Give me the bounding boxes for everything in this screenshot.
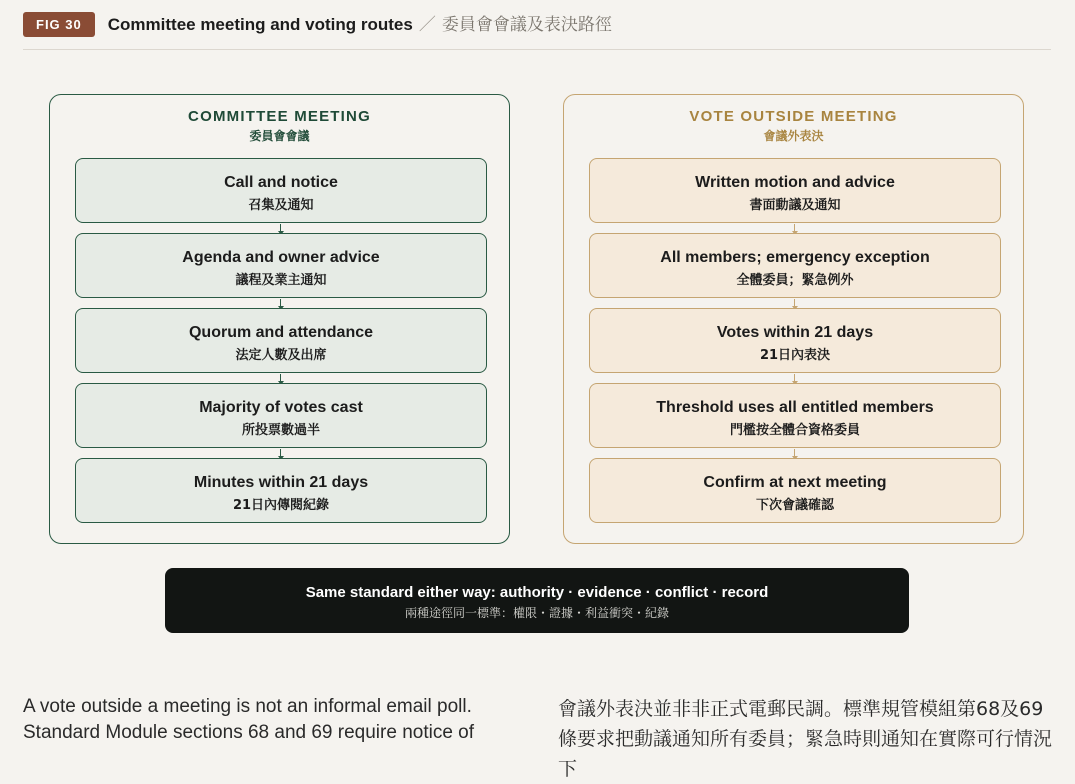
outside-step-1 bbox=[589, 158, 1001, 223]
outside-step-4 bbox=[589, 383, 1001, 448]
step-label-zh: 法定人數及出席 bbox=[235, 348, 327, 363]
step-label-zh: 召集及通知 bbox=[248, 198, 314, 213]
step-label-zh: 議程及業主通知 bbox=[235, 273, 327, 288]
step-label-zh: 全體委員；緊急例外 bbox=[736, 273, 854, 288]
step-label-zh: 書面動議及通知 bbox=[749, 198, 841, 213]
committee-step-5 bbox=[75, 458, 487, 523]
panel-title: VOTE OUTSIDE MEETING bbox=[689, 108, 898, 125]
step-label-en: All members; emergency exception bbox=[660, 249, 930, 266]
step-label-zh: 所投票數過半 bbox=[241, 423, 320, 438]
committee-step-3 bbox=[75, 308, 487, 373]
step-label-en: Minutes within 21 days bbox=[193, 474, 369, 491]
step-label-en: Agenda and owner advice bbox=[182, 249, 380, 266]
step-label-en: Written motion and advice bbox=[695, 174, 895, 191]
body-paragraph-en: A vote outside a meeting is not an informal email poll. Standard Module sections 68 and 69 require notice of bbox=[23, 696, 475, 743]
title-separator: ／ bbox=[418, 15, 436, 34]
figure-title-zh: 委員會會議及表決路徑 bbox=[441, 15, 612, 35]
standard-text-zh: 兩種途徑同一標準：權限・證據・利益衝突・紀錄 bbox=[404, 606, 669, 620]
figure-number-badge: FIG 30 bbox=[23, 12, 95, 37]
step-label-zh: 門檻按全體合資格委員 bbox=[729, 423, 860, 438]
step-label-zh: 21日內表決 bbox=[759, 348, 831, 363]
committee-step-4 bbox=[75, 383, 487, 448]
step-label-en: Votes within 21 days bbox=[716, 324, 874, 341]
step-label-en: Majority of votes cast bbox=[199, 399, 363, 416]
outside-step-2 bbox=[589, 233, 1001, 298]
body-paragraph-zh: 會議外表決並非非正式電郵民調。標準規管模組第68及69條要求把動議通知所有委員；緊急時則通知在實際可行情況下 bbox=[558, 698, 1053, 780]
step-label-en: Confirm at next meeting bbox=[703, 474, 887, 491]
step-label-zh: 下次會議確認 bbox=[755, 498, 834, 513]
step-label-en: Quorum and attendance bbox=[188, 324, 374, 341]
committee-meeting-panel bbox=[49, 94, 510, 544]
figure-title-en: Committee meeting and voting routes bbox=[107, 15, 413, 34]
step-label-en: Threshold uses all entitled members bbox=[656, 399, 934, 416]
committee-step-2 bbox=[75, 233, 487, 298]
panel-subtitle: 委員會會議 bbox=[249, 129, 310, 143]
outside-step-3 bbox=[589, 308, 1001, 373]
step-label-en: Call and notice bbox=[224, 174, 338, 191]
standard-text-en: Same standard either way: authority · evidence · conflict · record bbox=[305, 584, 769, 601]
panel-subtitle: 會議外表決 bbox=[763, 129, 824, 143]
step-label-zh: 21日內傳閱紀錄 bbox=[232, 498, 330, 513]
outside-step-5 bbox=[589, 458, 1001, 523]
vote-outside-meeting-panel bbox=[563, 94, 1024, 544]
committee-step-1 bbox=[75, 158, 487, 223]
panel-title: COMMITTEE MEETING bbox=[188, 108, 371, 125]
figure-header bbox=[23, 12, 1051, 50]
common-standard-banner bbox=[165, 568, 909, 633]
